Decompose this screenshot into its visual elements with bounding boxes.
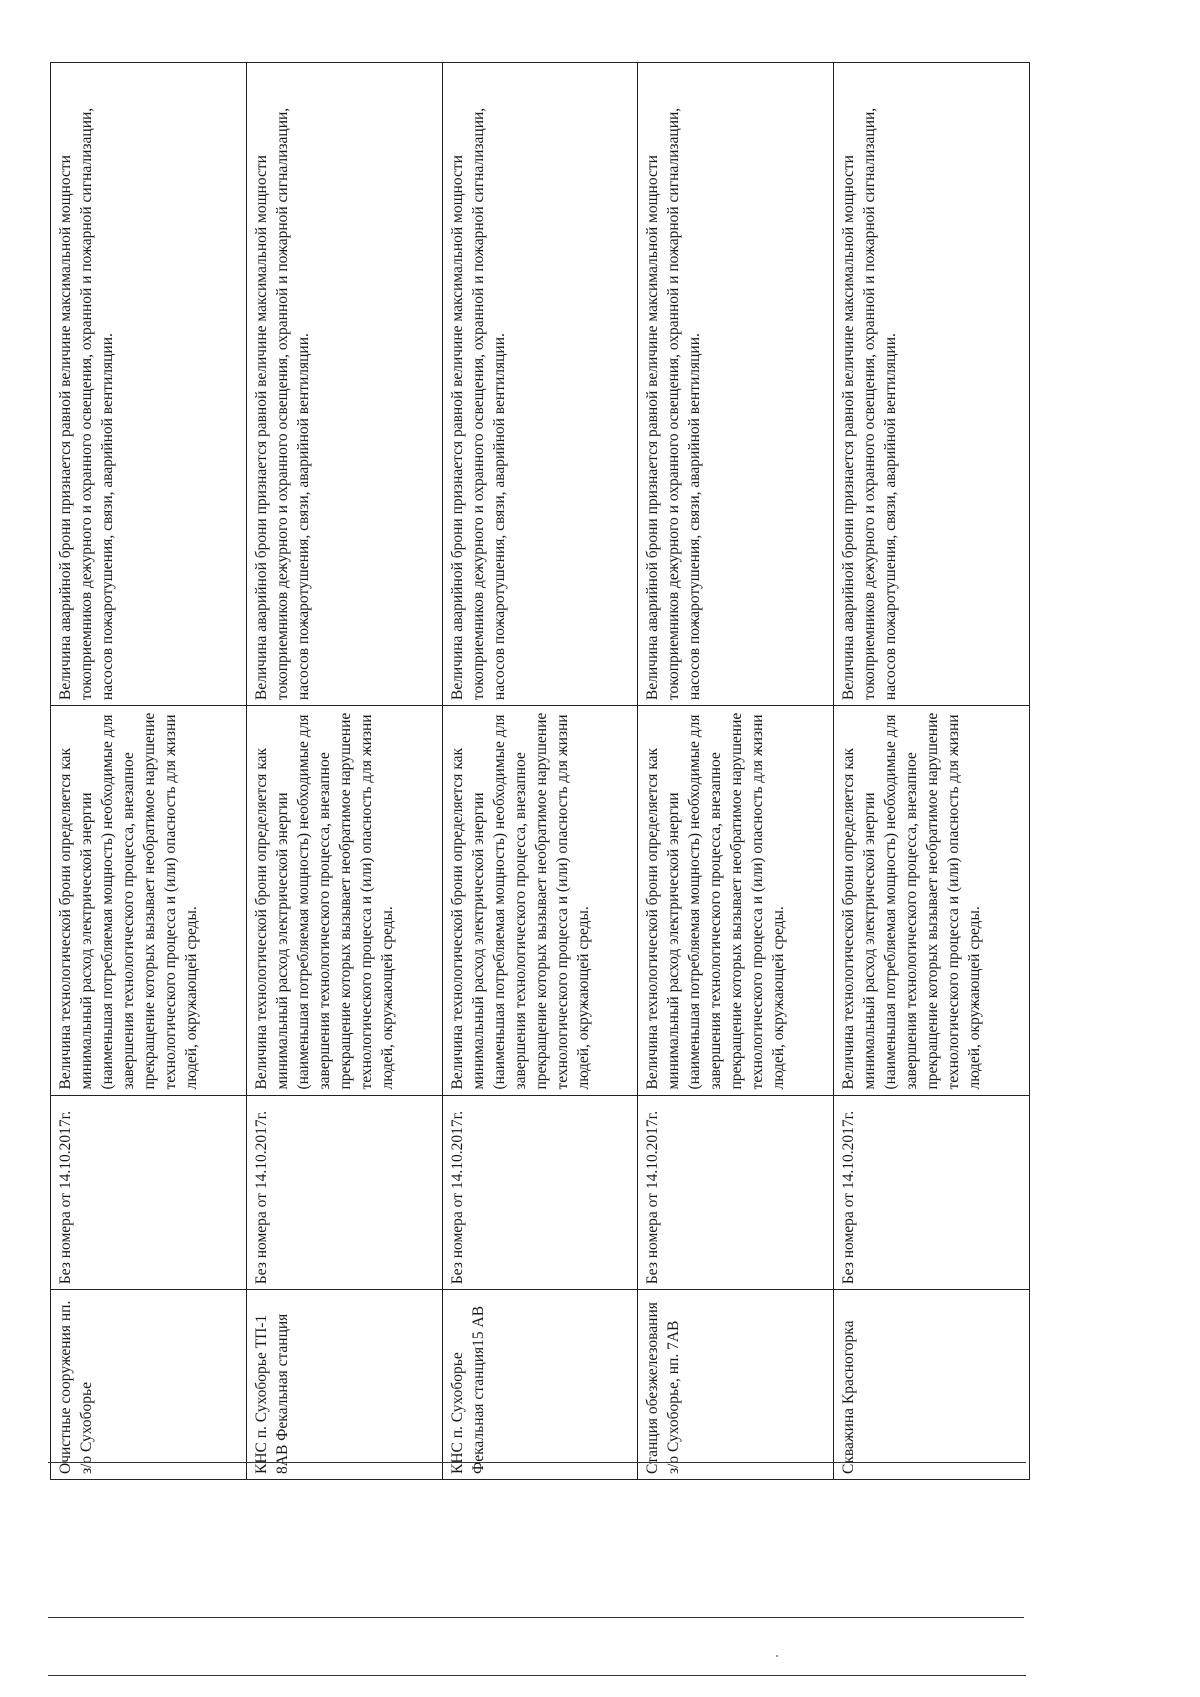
rotated-document-table xyxy=(50,62,1030,1480)
rule-line xyxy=(48,1617,1024,1618)
document-cell: Без номера от 14.10.2017г. xyxy=(638,1095,833,1290)
table-row xyxy=(443,63,639,1479)
object-cell: Скважина Красногорка xyxy=(834,1289,1029,1479)
table-row xyxy=(51,63,247,1479)
object-cell: КНС п. Сухоборье ТП-1 8АВ Фекальная станция xyxy=(247,1289,442,1479)
emergency-reserve-cell: Величина аварийной брони признается равной величине максимальной мощности токоприемников дежурного и охранного освещения, охранной и пожарной сигнализации, насосов пожаротушения, связи, аварийной вентиляции. xyxy=(252,107,312,701)
technological-reserve-cell: Величина технологической брони определяется как минимальный расход электрической энергии (наименьшая потребляемая мощность) необходимые для завершения технологического процесса, внезапное прекращение которых вызывает необратимое нарушение технологического процесса и (или) опасность для жизни людей, окружающей среды. xyxy=(443,705,638,1094)
object-cell: Очистные сооружения нп. з/о Сухоборье xyxy=(51,1289,246,1479)
emergency-reserve-cell: Величина аварийной брони признается равной величине максимальной мощности токоприемников дежурного и охранного освещения, охранной и пожарной сигнализации, насосов пожаротушения, связи, аварийной вентиляции. xyxy=(644,107,704,701)
table-row xyxy=(638,63,834,1479)
table-row xyxy=(834,63,1029,1479)
scan-speck xyxy=(776,1655,778,1657)
technological-reserve-cell: Величина технологической брони определяется как минимальный расход электрической энергии (наименьшая потребляемая мощность) необходимые для завершения технологического процесса, внезапное прекращение которых вызывает необратимое нарушение технологического процесса и (или) опасность для жизни людей, окружающей среды. xyxy=(51,705,246,1094)
object-cell: КНС п. Сухоборье Фекальная станция15 АВ xyxy=(443,1289,638,1479)
document-cell: Без номера от 14.10.2017г. xyxy=(834,1095,1029,1290)
table-body xyxy=(50,62,1030,1480)
object-cell: Станция обезжелезования з/о Сухоборье, нп. 7АВ xyxy=(638,1289,833,1479)
technological-reserve-cell: Величина технологической брони определяется как минимальный расход электрической энергии (наименьшая потребляемая мощность) необходимые для завершения технологического процесса, внезапное прекращение которых вызывает необратимое нарушение технологического процесса и (или) опасность для жизни людей, окружающей среды. xyxy=(638,705,833,1094)
document-cell: Без номера от 14.10.2017г. xyxy=(443,1095,638,1290)
table-row xyxy=(247,63,443,1479)
emergency-reserve-cell: Величина аварийной брони признается равной величине максимальной мощности токоприемников дежурного и охранного освещения, охранной и пожарной сигнализации, насосов пожаротушения, связи, аварийной вентиляции. xyxy=(448,107,508,701)
rule-line xyxy=(48,1675,1026,1676)
rule-line xyxy=(48,1462,1026,1463)
document-cell: Без номера от 14.10.2017г. xyxy=(51,1095,246,1290)
document-cell: Без номера от 14.10.2017г. xyxy=(247,1095,442,1290)
technological-reserve-cell: Величина технологической брони определяется как минимальный расход электрической энергии (наименьшая потребляемая мощность) необходимые для завершения технологического процесса, внезапное прекращение которых вызывает необратимое нарушение технологического процесса и (или) опасность для жизни людей, окружающей среды. xyxy=(834,705,1029,1094)
technological-reserve-cell: Величина технологической брони определяется как минимальный расход электрической энергии (наименьшая потребляемая мощность) необходимые для завершения технологического процесса, внезапное прекращение которых вызывает необратимое нарушение технологического процесса и (или) опасность для жизни людей, окружающей среды. xyxy=(247,705,442,1094)
emergency-reserve-cell: Величина аварийной брони признается равной величине максимальной мощности токоприемников дежурного и охранного освещения, охранной и пожарной сигнализации, насосов пожаротушения, связи, аварийной вентиляции. xyxy=(57,107,116,701)
emergency-reserve-cell: Величина аварийной брони признается равной величине максимальной мощности токоприемников дежурного и охранного освещения, охранной и пожарной сигнализации, насосов пожаротушения, связи, аварийной вентиляции. xyxy=(840,107,900,701)
